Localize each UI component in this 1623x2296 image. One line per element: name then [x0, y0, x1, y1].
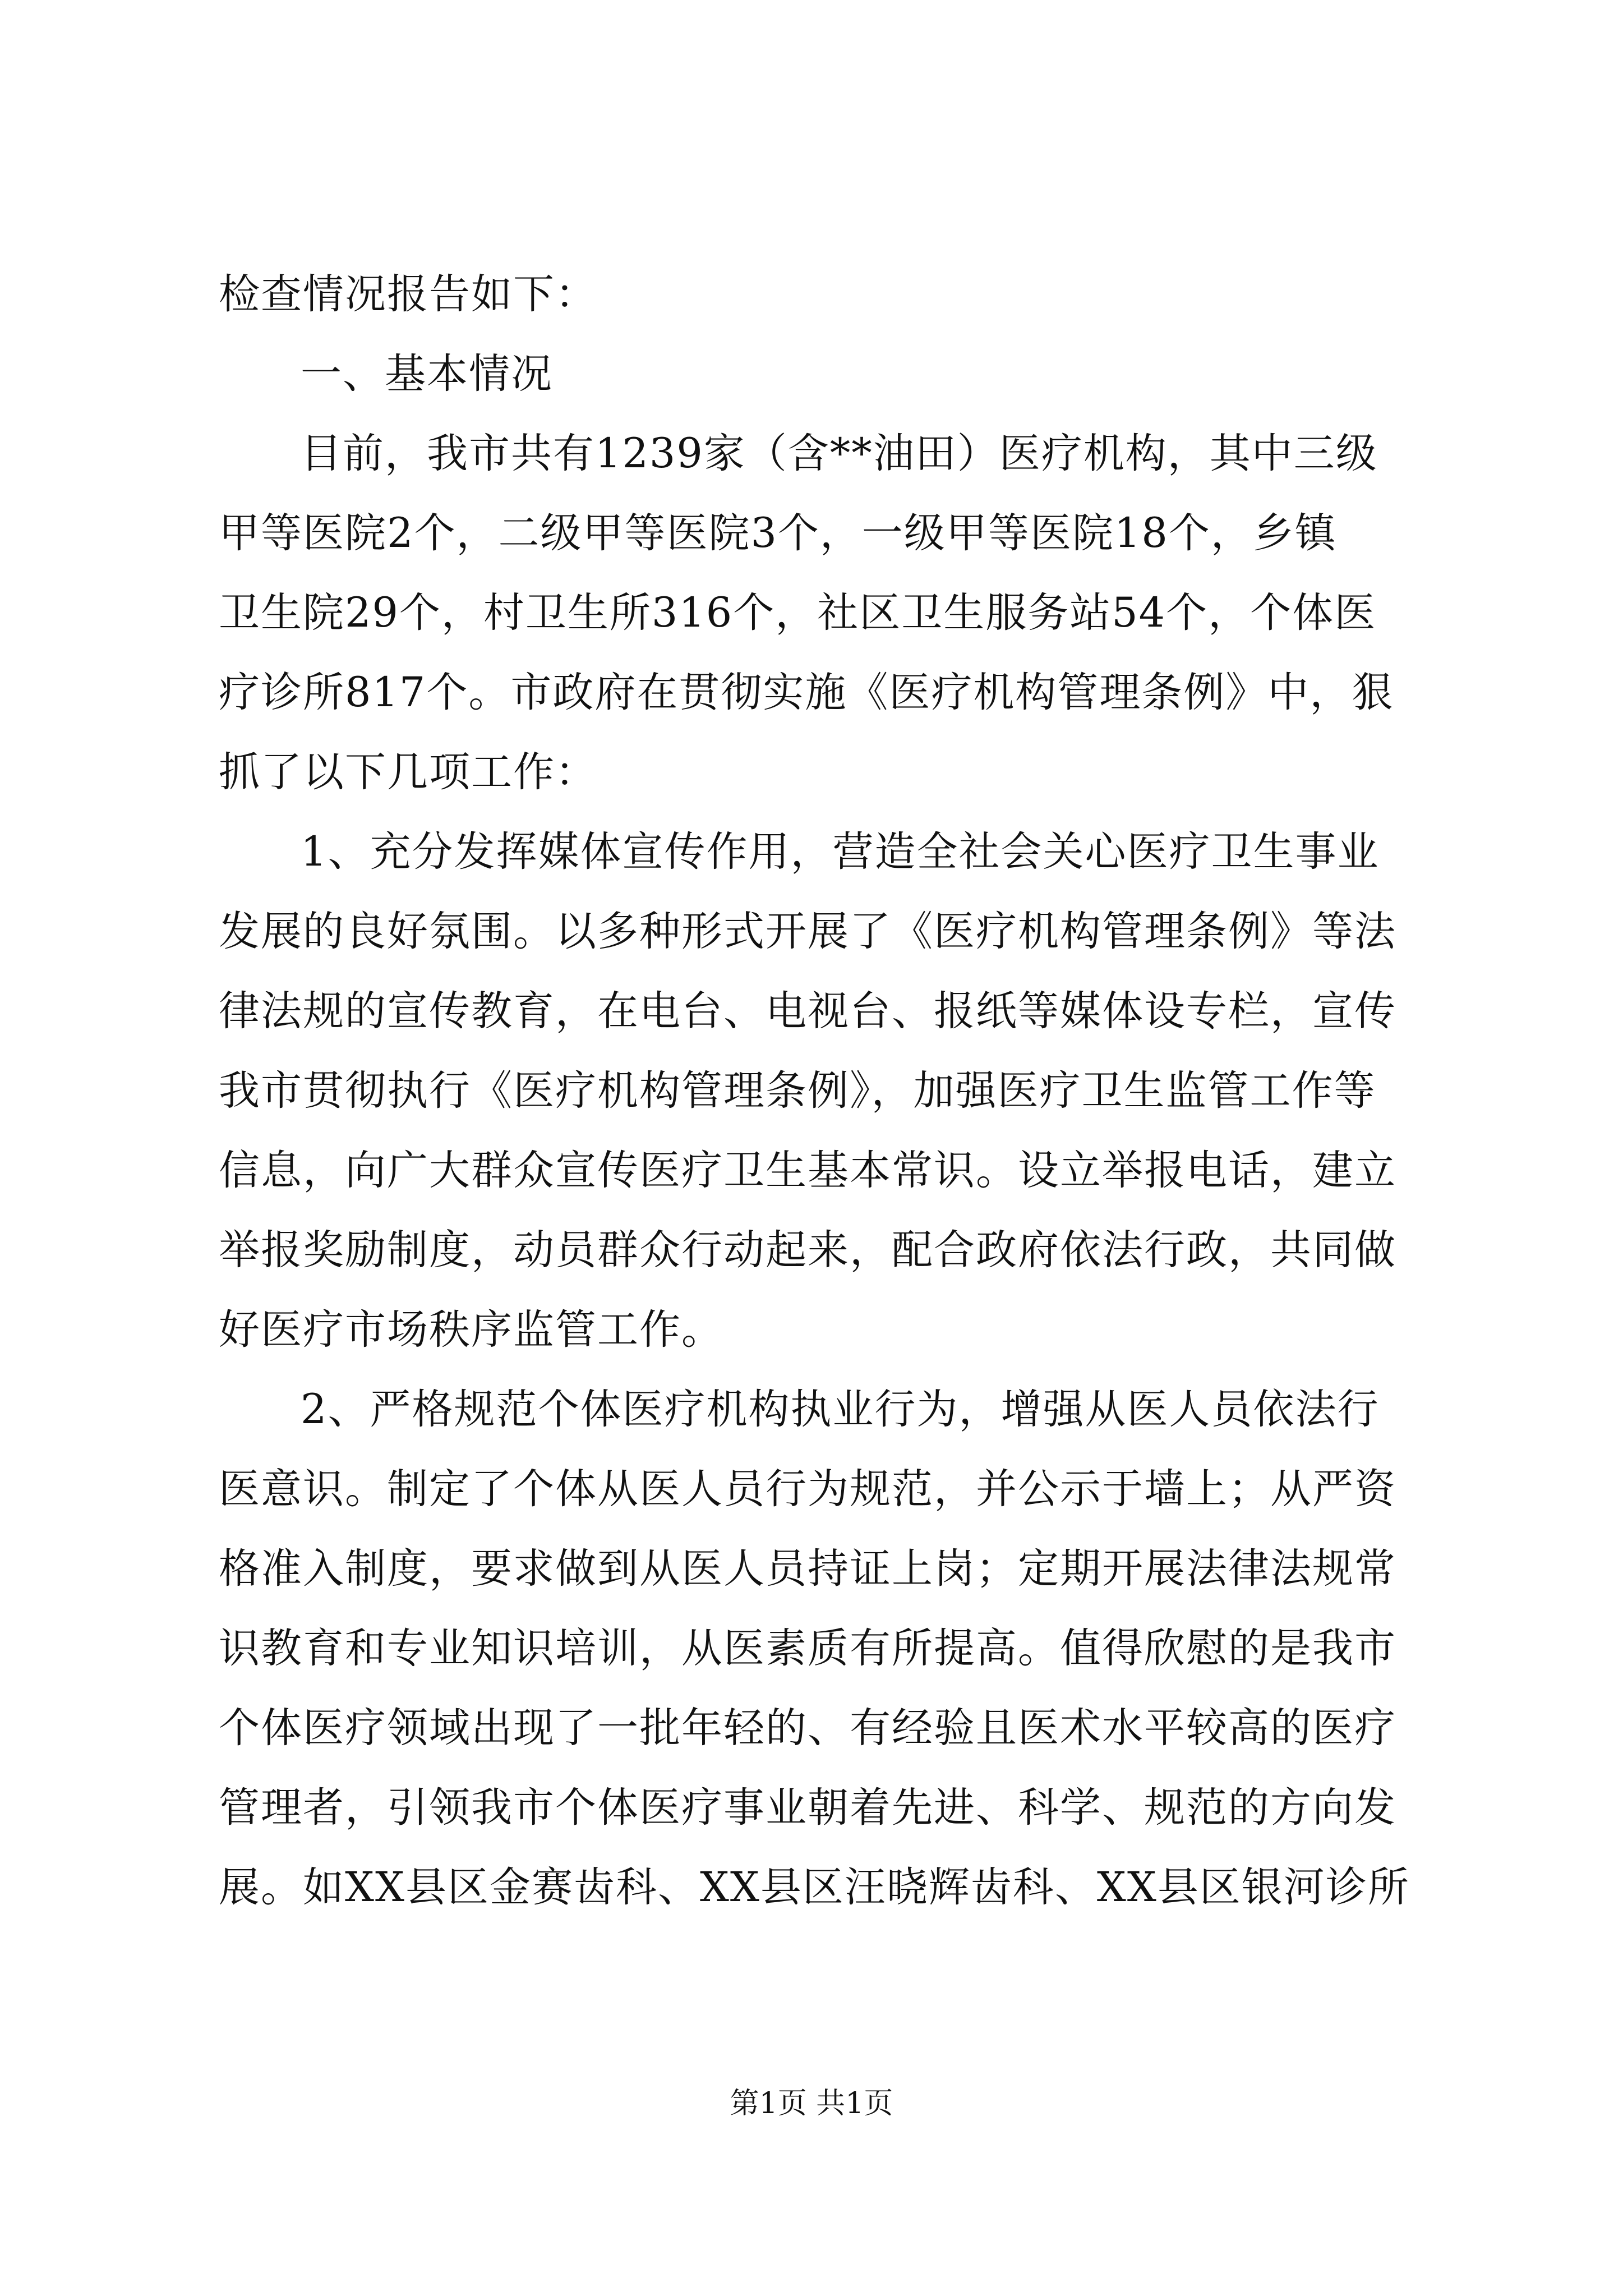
- section-heading: 一、基本情况: [301, 350, 553, 398]
- text-line: 抓了以下几项工作：: [219, 748, 597, 796]
- text-line: 2、严格规范个体医疗机构执业行为，增强从医人员依法行: [301, 1386, 1380, 1433]
- text-line: 我市贯彻执行《医疗机构管理条例》，加强医疗卫生监管工作等: [219, 1067, 1376, 1115]
- text-line: 目前，我市共有1239家（含**油田）医疗机构，其中三级: [301, 430, 1378, 477]
- text-line: 管理者，引领我市个体医疗事业朝着先进、科学、规范的方向发: [219, 1784, 1396, 1832]
- text-line: 检查情况报告如下：: [219, 270, 597, 318]
- text-line: 医意识。制定了个体从医人员行为规范，并公示于墙上；从严资: [219, 1465, 1396, 1513]
- page-footer: 第1页 共1页: [730, 2087, 893, 2120]
- text-line: 1、充分发挥媒体宣传作用，营造全社会关心医疗卫生事业: [301, 828, 1380, 876]
- text-line: 举报奖励制度，动员群众行动起来，配合政府依法行政，共同做: [219, 1226, 1396, 1274]
- text-line: 好医疗市场秩序监管工作。: [219, 1306, 723, 1354]
- text-line: 发展的良好氛围。以多种形式开展了《医疗机构管理条例》等法: [219, 908, 1396, 955]
- text-line: 律法规的宣传教育，在电台、电视台、报纸等媒体设专栏，宣传: [219, 987, 1396, 1035]
- text-line: 展。如XX县区金赛齿科、XX县区汪晓辉齿科、XX县区银河诊所: [219, 1864, 1410, 1911]
- text-line: 识教育和专业知识培训，从医素质有所提高。值得欣慰的是我市: [219, 1625, 1396, 1672]
- text-line: 卫生院29个，村卫生所316个，社区卫生服务站54个，个体医: [219, 589, 1377, 637]
- text-line: 疗诊所817个。市政府在贯彻实施《医疗机构管理条例》中，狠: [219, 669, 1394, 716]
- text-line: 甲等医院2个，二级甲等医院3个，一级甲等医院18个，乡镇: [219, 509, 1337, 557]
- text-line: 个体医疗领域出现了一批年轻的、有经验且医术水平较高的医疗: [219, 1704, 1396, 1752]
- text-line: 格准入制度，要求做到从医人员持证上岗；定期开展法律法规常: [219, 1545, 1396, 1593]
- text-line: 信息，向广大群众宣传医疗卫生基本常识。设立举报电话，建立: [219, 1147, 1396, 1194]
